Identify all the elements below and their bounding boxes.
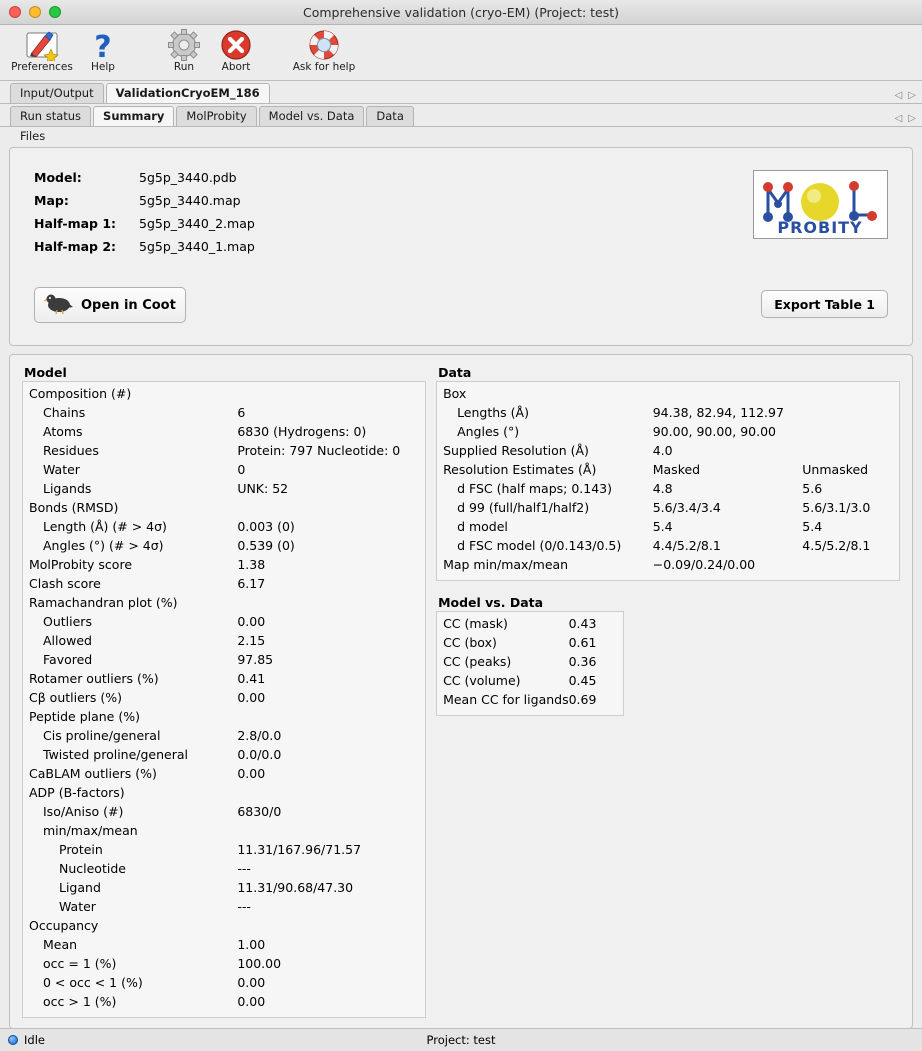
abort-label: Abort [221,61,251,73]
model-key: Peptide plane (%) [29,709,140,724]
model-key: Protein [59,842,103,857]
model-key: Composition (#) [29,386,132,401]
model-key: Nucleotide [59,861,126,876]
table-row [27,461,421,480]
table-row [27,917,421,936]
model-value [237,499,421,518]
table-row [441,499,895,518]
data-key: d model [457,519,508,534]
data-column-header-masked: Masked [652,462,701,477]
table-row [441,556,895,575]
mvd-value: 0.43 [568,616,597,631]
model-key: Ligand [59,880,101,895]
model-key: Ramachandran plot (%) [29,595,178,610]
model-key: Cis proline/general [43,728,161,743]
status-project-text: Project: test [426,1033,496,1047]
data-value-masked: 5.6/3.4/3.4 [652,500,721,515]
mvd-value: 0.45 [568,673,597,688]
table-row [27,575,421,594]
map-label: Map: [34,193,69,208]
data-key: Supplied Resolution (Å) [443,443,589,458]
model-key: Bonds (RMSD) [29,500,119,515]
export-table-button[interactable]: Export Table 1 [761,290,888,318]
model-value: Protein: 797 Nucleotide: 0 [237,443,401,458]
tab-molprobity[interactable]: MolProbity [176,106,256,126]
table-row [441,480,895,499]
question-mark-icon [78,28,128,62]
inner-tab-scroll-right-icon[interactable]: ▷ [908,113,916,124]
model-value [237,822,421,841]
table-row [441,518,895,537]
run-button[interactable] [158,25,210,73]
half-map-1-value: 5g5p_3440_2.map [139,216,255,231]
half-map-2-label: Half-map 2: [34,239,117,254]
half-map-1-label: Half-map 1: [34,216,117,231]
data-value-masked: 94.38, 82.94, 112.97 [652,405,784,420]
file-list [34,170,255,262]
preferences-icon [6,28,78,62]
table-row [27,955,421,974]
model-value: 0.00 [237,690,266,705]
model-key: Favored [43,652,93,667]
model-value: 11.31/90.68/47.30 [237,880,354,895]
model-vs-data-box [436,611,624,716]
data-value-unmasked: 5.4 [802,519,823,534]
model-key: min/max/mean [43,823,138,838]
data-value-masked: 4.4/5.2/8.1 [652,538,721,553]
table-row [27,442,421,461]
model-value: 0.539 (0) [237,538,295,553]
model-key: Angles (°) (# > 4σ) [43,538,164,553]
data-key: Box [443,386,467,401]
model-key: Chains [43,405,86,420]
data-column-header-unmasked: Unmasked [802,462,869,477]
model-value [237,385,421,404]
model-value: 0.00 [237,766,266,781]
table-row [27,480,421,499]
statistics-panel [9,354,913,1028]
table-row [27,765,421,784]
model-value: UNK: 52 [237,481,289,496]
data-value-masked: 4.0 [652,443,673,458]
table-row [27,537,421,556]
toolbar [0,25,922,81]
model-value: 0.00 [237,614,266,629]
files-section-label: Files [0,127,922,147]
close-button[interactable] [9,6,21,18]
mvd-key: CC (volume) [443,673,521,688]
model-vs-data-section-title: Model vs. Data [438,595,544,610]
model-value [237,708,421,727]
half-map-2-value: 5g5p_3440_1.map [139,239,255,254]
mvd-key: Mean CC for ligands [443,692,569,707]
table-row [27,708,421,727]
data-value-unmasked [802,423,895,442]
model-label: Model: [34,170,82,185]
model-key: MolProbity score [29,557,133,572]
table-row [27,784,421,803]
model-key: occ > 1 (%) [43,994,117,1009]
table-row [27,822,421,841]
model-key: Ligands [43,481,92,496]
map-value: 5g5p_3440.map [139,193,241,208]
model-box [22,381,426,1018]
data-value-masked: 4.8 [652,481,673,496]
abort-button[interactable] [210,25,262,73]
stop-x-icon [210,28,262,62]
ask-for-help-button[interactable] [276,25,372,73]
model-value: 6.17 [237,576,266,591]
model-value: 100.00 [237,956,282,971]
data-value-unmasked: 5.6 [802,481,823,496]
file-row [34,216,255,231]
table-row [441,385,895,404]
table-row [441,442,895,461]
table-row [27,689,421,708]
molprobity-logo-text: PROBITY [777,218,863,237]
model-key: Cβ outliers (%) [29,690,123,705]
model-value: 97.85 [237,652,274,667]
data-table [441,385,895,575]
mvd-key: CC (box) [443,635,497,650]
file-row [34,170,255,185]
table-row [27,651,421,670]
tab-run-status[interactable]: Run status [10,106,91,126]
model-value: 6 [237,405,246,420]
table-row [27,385,421,404]
ask-for-help-label: Ask for help [292,61,356,73]
model-column [22,365,426,1018]
table-row [27,803,421,822]
coot-bird-icon [44,291,74,319]
model-value: 0.00 [237,975,266,990]
table-row [27,423,421,442]
status-bar [0,1028,922,1051]
model-key: occ = 1 (%) [43,956,117,971]
table-row [441,461,895,480]
help-label: Help [91,61,115,73]
model-key: Rotamer outliers (%) [29,671,159,686]
data-value-unmasked: 4.5/5.2/8.1 [802,538,871,553]
preferences-label: Preferences [11,61,73,73]
model-value: 6830 (Hydrogens: 0) [237,424,367,439]
data-key: Angles (°) [457,424,520,439]
data-key: d 99 (full/half1/half2) [457,500,590,515]
status-text: Idle [24,1033,45,1047]
model-value: 1.00 [237,937,266,952]
title-bar [0,0,922,25]
model-key: Water [43,462,80,477]
table-row [27,556,421,575]
data-value-masked: 5.4 [652,519,673,534]
table-row [27,670,421,689]
data-value-unmasked [802,442,895,461]
table-row [27,613,421,632]
outer-tab-scroll[interactable] [895,90,916,101]
data-value-unmasked [802,404,895,423]
model-value [237,594,421,613]
model-value: 2.8/0.0 [237,728,282,743]
data-value-masked: 90.00, 90.00, 90.00 [652,424,776,439]
status-led-icon [8,1035,18,1045]
tab-model-vs-data[interactable]: Model vs. Data [259,106,365,126]
model-key: 0 < occ < 1 (%) [43,975,143,990]
tab-input-output[interactable]: Input/Output [10,83,104,103]
outer-tab-bar [0,81,922,104]
model-key: Water [59,899,96,914]
model-value: 0.003 (0) [237,519,295,534]
mvd-value: 0.61 [568,635,597,650]
model-key: Clash score [29,576,101,591]
svg-text:?: ? [94,30,112,61]
table-row [27,499,421,518]
model-value: --- [237,861,251,876]
content-area [0,147,922,1028]
data-value-masked [653,385,803,404]
data-value-unmasked: 5.6/3.1/3.0 [802,500,871,515]
model-value: 0.0/0.0 [237,747,282,762]
table-row [441,653,619,672]
table-row [27,746,421,765]
status-indicator [0,1033,45,1047]
table-row [27,898,421,917]
mvd-value: 0.69 [568,692,597,707]
table-row [27,993,421,1012]
minimize-button[interactable] [29,6,41,18]
data-key: Lengths (Å) [457,405,529,420]
model-value: 1.38 [237,557,266,572]
mvd-key: CC (mask) [443,616,508,631]
lifebuoy-icon [276,28,372,62]
model-vs-data-table [441,615,619,710]
table-row [27,404,421,423]
model-value: 0.41 [237,671,266,686]
preferences-button[interactable] [6,25,78,73]
table-row [27,936,421,955]
data-value-unmasked [802,556,895,575]
model-section-title: Model [24,365,67,380]
molprobity-logo [753,170,888,239]
mvd-value: 0.36 [568,654,597,669]
table-row [27,841,421,860]
tab-validation-cryoem[interactable]: ValidationCryoEM_186 [106,83,270,103]
model-key: Residues [43,443,99,458]
run-label: Run [173,61,195,73]
model-value: 11.31/167.96/71.57 [237,842,362,857]
data-key: Resolution Estimates (Å) [443,462,597,477]
inner-tab-bar [0,104,922,127]
data-column [436,365,900,1018]
model-value: 6830/0 [237,804,282,819]
model-value: --- [237,899,251,914]
inner-tab-scroll[interactable] [895,113,916,124]
model-value: 5g5p_3440.pdb [139,170,237,185]
data-value-unmasked [802,385,895,404]
model-value [237,784,421,803]
gear-icon [158,28,210,62]
data-section-title: Data [438,365,472,380]
outer-tab-scroll-left-icon[interactable]: ◁ [894,90,903,101]
window-controls[interactable] [0,6,61,18]
model-value [237,917,421,936]
table-row [27,518,421,537]
tab-summary[interactable]: Summary [93,106,174,126]
mvd-key: CC (peaks) [443,654,512,669]
table-row [441,672,619,691]
data-key: Map min/max/mean [443,557,569,572]
inner-tab-scroll-left-icon[interactable]: ◁ [894,113,903,124]
table-row [441,615,619,634]
data-value-masked: −0.09/0.24/0.00 [652,557,756,572]
model-key: Atoms [43,424,83,439]
model-value: 2.15 [237,633,266,648]
model-key: Outliers [43,614,92,629]
model-value: 0.00 [237,994,266,1009]
data-box [436,381,900,581]
zoom-button[interactable] [49,6,61,18]
model-value: 0 [237,462,246,477]
file-row [34,193,255,208]
table-row [441,691,619,710]
tab-data[interactable]: Data [366,106,413,126]
table-row [441,634,619,653]
file-row [34,239,255,254]
model-key: Occupancy [29,918,99,933]
outer-tab-scroll-right-icon[interactable]: ▷ [908,90,916,101]
table-row [27,879,421,898]
files-panel [9,147,913,346]
help-button[interactable] [78,25,128,73]
open-in-coot-label: Open in Coot [81,297,176,313]
model-table [27,385,421,1012]
table-row [441,404,895,423]
table-row [441,537,895,556]
model-key: ADP (B-factors) [29,785,125,800]
table-row [27,594,421,613]
model-key: CaBLAM outliers (%) [29,766,157,781]
window-title: Comprehensive validation (cryo-EM) (Project: test) [302,4,620,20]
model-key: Twisted proline/general [43,747,189,762]
table-row [441,423,895,442]
data-key: d FSC model (0/0.143/0.5) [457,538,622,553]
model-key: Mean [43,937,78,952]
table-row [27,727,421,746]
model-key: Iso/Aniso (#) [43,804,124,819]
table-row [27,860,421,879]
table-row [27,974,421,993]
model-key: Length (Å) (# > 4σ) [43,519,167,534]
model-key: Allowed [43,633,92,648]
table-row [27,632,421,651]
data-key: d FSC (half maps; 0.143) [457,481,613,496]
open-in-coot-button[interactable] [34,287,186,323]
